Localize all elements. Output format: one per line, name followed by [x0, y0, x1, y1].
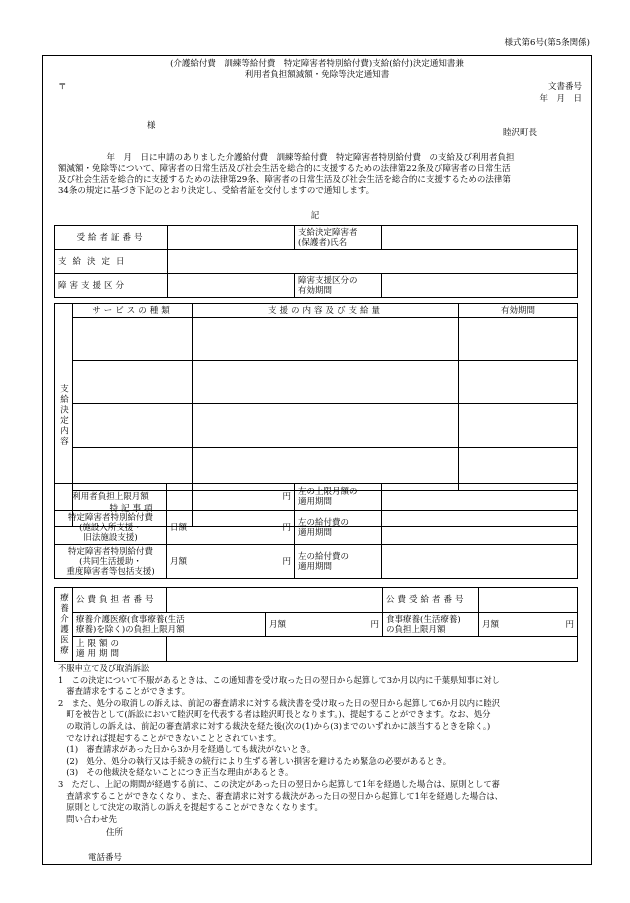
group-home-benefit-label: 特定障害者特別給付費 (共同生活援助・ 重度障害者等包括支援)	[55, 545, 167, 579]
medical-care-table	[54, 587, 578, 662]
body-line: 34条の規定に基づき下記のとおり決定し、受給者証を交付しますので通知します。	[58, 186, 375, 196]
service-row-cell	[193, 404, 459, 448]
doc-number-label: 文書番号	[547, 82, 582, 92]
decided-person-label: 支給決定障害者 (保護者)氏名	[295, 226, 382, 250]
facility-benefit-label: 特定障害者特別給付費 (施設入所支援・ 旧法施設支援)	[55, 511, 167, 545]
daily-amount-unit: 円	[282, 522, 291, 533]
meal-monthly-label: 月額	[482, 619, 500, 630]
meal-monthly-unit: 円	[565, 619, 574, 630]
group-home-benefit-period-label: 左の給付費の 適用期間	[295, 545, 382, 579]
facility-benefit-period-value	[382, 511, 578, 545]
decision-date-value	[168, 250, 578, 274]
notes-title: 不服申立て及び取消訴訟	[58, 663, 150, 673]
note-line: (1) 審査請求があった日から3か月を経過しても裁決がないとき。	[58, 744, 316, 755]
monthly-amount-unit: 円	[282, 556, 291, 567]
ki-mark: 記	[310, 211, 320, 221]
meal-limit-label: 食事療養(生活療養) の負担上限月額	[383, 613, 479, 637]
disability-class-value	[168, 274, 295, 298]
medical-monthly-unit: 円	[370, 619, 379, 630]
recipient-table	[54, 225, 578, 298]
burden-limit-unit: 円	[167, 484, 295, 511]
class-period-value	[382, 274, 578, 298]
date-label: 年 月 日	[539, 94, 582, 104]
public-recipient-number-label: 公費受給者番号	[383, 588, 479, 613]
burden-limit-label: 利用者負担上限月額	[55, 484, 167, 511]
daily-amount-label: 日額	[170, 522, 188, 533]
validity-period-header: 有効期間	[459, 304, 578, 318]
limit-period-label: 上限額の 適用期間	[73, 637, 167, 662]
class-period-label: 障害支援区分の 有効期間	[295, 274, 382, 298]
limit-period-value	[167, 637, 578, 662]
body-line: 年 月 日に申請のありました介護給付費 訓練等給付費 特定障害者特別給付費 の支給及び利用者負担	[98, 153, 515, 163]
decided-person-value	[382, 226, 578, 250]
service-row-cell	[193, 361, 459, 404]
issuer: 睦沢町長	[502, 128, 537, 138]
disability-class-label: 障害支援区分	[55, 274, 168, 298]
recipient-number-label: 受給者証番号	[55, 226, 168, 250]
decision-date-label: 支給決定日	[55, 250, 168, 274]
service-row-cell	[459, 404, 578, 448]
note-line: (3) その他裁決を経ないことにつき正当な理由があるとき。	[58, 767, 294, 778]
body-line: 額減額・免除等について、障害者の日常生活及び社会生活を総合的に支援するための法律第22条及び障害者の日常生活	[58, 164, 511, 174]
contact-phone: 電話番号	[88, 853, 123, 863]
note-line: 3 ただし、上記の期間が経過する前に、この決定があった日の翌日から起算して1年を経過した場合は、原則として審	[58, 778, 500, 789]
service-type-header: サービスの種類	[73, 304, 193, 318]
body-paragraph	[58, 153, 588, 197]
note-line: でなければ提起することができないこととされています。	[58, 732, 282, 743]
burden-limit-period-value	[382, 484, 578, 511]
public-recipient-number-cells	[479, 588, 578, 613]
group-home-benefit-period-value	[382, 545, 578, 579]
service-row-cell	[73, 404, 193, 448]
note-line: の取消しの訴えは、前記の審査請求に対する裁決を経た後(次の(1)から(3)までのいずれかに該当するときを除く。)	[58, 720, 491, 731]
burden-table	[54, 483, 578, 579]
decision-content-side-label: 支給決定内容	[55, 304, 73, 527]
title-line-1: (介護給付費 訓練等給付費 特定障害者特別給付費)支給(給付)決定通知書兼	[170, 59, 464, 69]
note-line: 町を被告として(訴訟において睦沢町を代表する者は睦沢町長となります。)、提起することができます。なお、処分	[58, 709, 491, 720]
monthly-amount-label: 月額	[170, 556, 188, 567]
note-line: 査請求することができなくなり、また、審査請求に対する裁決があった日の翌日から起算して1年を経過した場合は、	[58, 790, 503, 801]
note-line: 1 この決定について不服があるときは、この通知書を受け取った日の翌日から起算して3か月以内に千葉県知事に対し	[58, 674, 500, 685]
burden-limit-period-label: 左の上限月額の 適用期間	[295, 484, 382, 511]
special-notes-label: 特記事項	[73, 491, 193, 527]
group-home-benefit-amount	[167, 545, 295, 579]
service-row-cell	[459, 361, 578, 404]
facility-benefit-period-label: 左の給付費の 適用期間	[295, 511, 382, 545]
service-row-cell	[459, 318, 578, 361]
body-line: 及び社会生活を総合的に支援するための法律第29条、障害者の日常生活及び社会生活を総合的に支援するための法律第	[58, 175, 511, 185]
medical-care-side-label: 療養介護医療	[55, 588, 73, 662]
contact-title: 問い合わせ先	[66, 815, 118, 825]
service-row-cell	[193, 318, 459, 361]
medical-limit-amount	[266, 613, 383, 637]
public-payer-number-cells	[167, 588, 383, 613]
service-row-cell	[73, 361, 193, 404]
note-line: 2 また、処分の取消しの訴えは、前記の審査請求に対する裁決書を受け取った日の翌日から起算して6か月以内に睦沢	[58, 697, 500, 708]
meal-limit-amount	[479, 613, 578, 637]
note-line: 審査請求をすることができます。	[58, 686, 191, 697]
facility-benefit-amount	[167, 511, 295, 545]
note-line: (2) 処分、処分の執行又は手続きの続行により生ずる著しい損害を避けるため緊急の必要があるとき。	[58, 755, 452, 766]
contact-address: 住所	[106, 828, 124, 838]
support-content-header: 支援の内容及び支給量	[193, 304, 459, 318]
public-payer-number-label: 公費負担者番号	[73, 588, 167, 613]
recipient-number-cells	[168, 226, 295, 250]
medical-limit-label: 療養介護医療(食事療養(生活 療養)を除く)の負担上限月額	[73, 613, 266, 637]
title-line-2: 利用者負担額減額・免除等決定通知書	[244, 70, 390, 80]
medical-monthly-label: 月額	[269, 619, 287, 630]
postal-mark: 〒	[58, 82, 67, 92]
form-number: 様式第6号(第5条関係)	[504, 38, 590, 48]
service-row-cell	[73, 318, 193, 361]
addressee-sama: 様	[147, 121, 156, 131]
note-line: 原則として決定の取消しの訴えを提起することができなくなります。	[58, 802, 323, 813]
appeal-notes	[58, 663, 588, 814]
